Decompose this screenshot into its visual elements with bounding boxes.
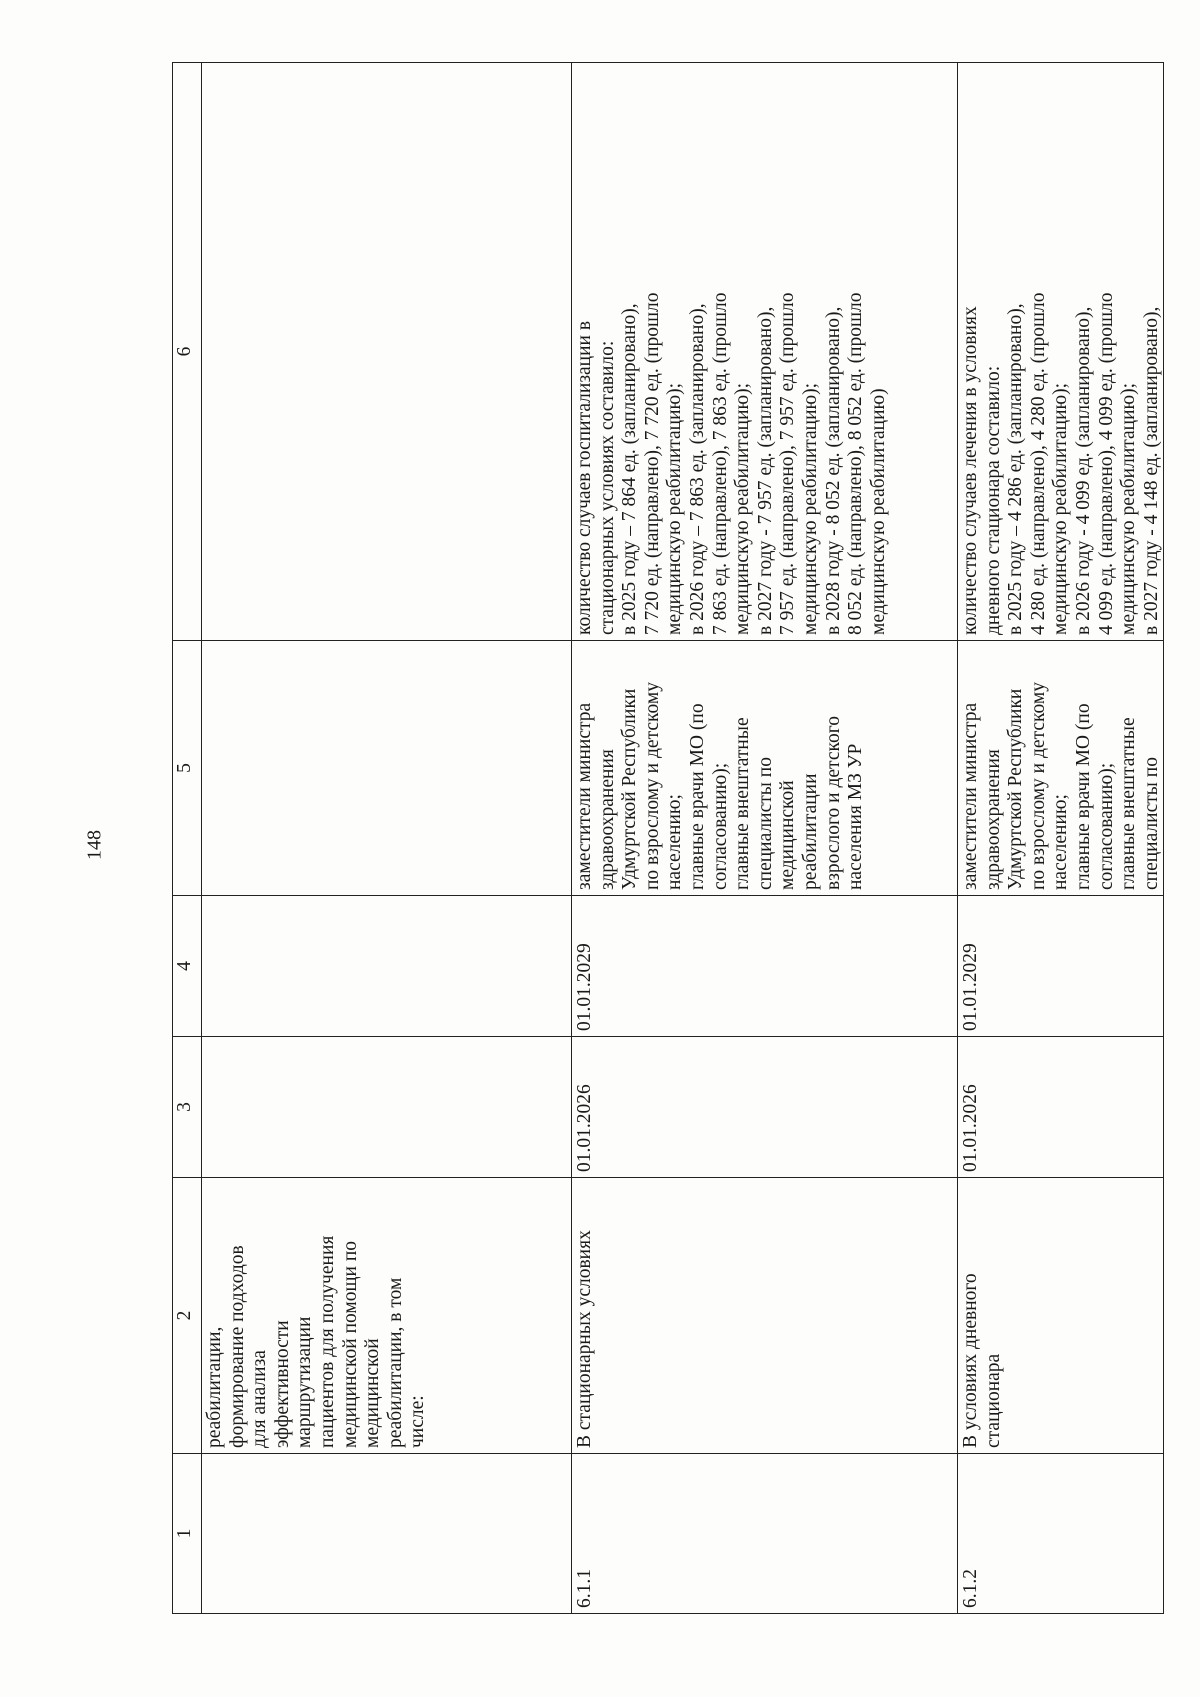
cell-text <box>960 646 1163 890</box>
cell-text-line: в 2025 году – 4 286 ед. (запланировано), <box>1005 303 1027 635</box>
table-cell-col-4: 01.01.2029 <box>572 896 958 1037</box>
cell-text-line: 7 720 ед. (направлено), 7 720 ед. (прошло <box>641 292 663 635</box>
column-header-3: 3 <box>173 1037 202 1178</box>
table-cell-col-5 <box>202 641 572 896</box>
cell-text-line: по взрослому и детскому <box>1027 682 1049 890</box>
cell-text-line: для анализа <box>249 1350 271 1448</box>
cell-text <box>574 1183 597 1448</box>
plan-table <box>172 62 1164 1614</box>
cell-text-line: эффективности <box>271 1320 293 1448</box>
cell-text-line: медицинскую реабилитацию); <box>664 382 686 635</box>
cell-text <box>960 1183 1005 1448</box>
cell-text-line: медицинскую реабилитацию) <box>867 388 889 635</box>
cell-text-line: медицинскую реабилитацию); <box>732 382 754 635</box>
cell-text-line: В стационарных условиях <box>574 1230 595 1448</box>
cell-text-line: медицинскую реабилитацию); <box>800 382 822 635</box>
cell-text-line: здравоохранения <box>982 749 1004 890</box>
cell-text-line: медицинскую реабилитацию); <box>1118 382 1140 635</box>
column-header-1: 1 <box>173 1454 202 1614</box>
column-header-4: 4 <box>173 896 202 1037</box>
table-cell-col-1: 6.1.1 <box>572 1454 958 1614</box>
table-cell-col-6 <box>958 63 1164 641</box>
cell-text-line: главные врачи МО (по <box>687 703 709 890</box>
cell-text-line: в 2025 году – 7 864 ед. (запланировано), <box>619 303 641 635</box>
cell-text-line: количество случаев госпитализации в <box>574 320 595 635</box>
table-cell-col-1: 6.1.2 <box>958 1454 1164 1614</box>
cell-text-line: медицинскую реабилитацию); <box>1050 382 1072 635</box>
cell-text-line: заместители министра <box>960 702 981 890</box>
cell-text-line: 8 052 ед. (направлено), 8 052 ед. (прошло <box>845 292 867 635</box>
table-cell-col-3: 01.01.2026 <box>958 1037 1164 1178</box>
cell-text-line: населению; <box>1050 794 1072 890</box>
table-row <box>202 63 572 1614</box>
table-cell-col-4: 01.01.2029 <box>958 896 1164 1037</box>
table-row <box>958 63 1164 1614</box>
cell-text-line: главные врачи МО (по <box>1073 703 1095 890</box>
cell-text-line: населения МЗ УР <box>845 743 867 890</box>
cell-text-line: в 2027 году - 7 957 ед. (запланировано), <box>754 306 776 635</box>
cell-text-line: 7 863 ед. (направлено), 7 863 ед. (прошло <box>709 292 731 635</box>
column-header-6: 6 <box>173 63 202 641</box>
cell-text-line: Удмуртской Республики <box>619 688 641 890</box>
rotated-table-frame <box>172 63 1162 1614</box>
table-cell-col-3 <box>202 1037 572 1178</box>
cell-text-line: стационарных условиях составило: <box>596 340 618 635</box>
cell-text <box>574 646 868 890</box>
table-cell-col-4 <box>202 896 572 1037</box>
cell-text <box>574 68 891 635</box>
cell-text-line: медицинской <box>362 1338 384 1448</box>
cell-text-line: пациентов для получения <box>317 1235 339 1448</box>
cell-text-line: в 2026 году - 4 099 ед. (запланировано), <box>1073 306 1095 635</box>
cell-text <box>204 1183 430 1448</box>
cell-text-line: 4 099 ед. (направлено), 4 099 ед. (прошло <box>1095 292 1117 635</box>
cell-text-line: медицинской помощи по <box>339 1240 361 1448</box>
cell-text-line: реабилитации <box>800 773 822 890</box>
table-cell-col-5 <box>958 641 1164 896</box>
cell-text-line: В условиях дневного <box>960 1273 981 1448</box>
cell-text-line: в 2027 году - 4 148 ед. (запланировано), <box>1140 306 1162 635</box>
cell-text-line: маршрутизации <box>294 1316 316 1448</box>
cell-text-line: реабилитации, в том <box>384 1277 406 1448</box>
cell-text-line: реабилитации, <box>204 1326 225 1448</box>
cell-text-line: населению; <box>664 794 686 890</box>
cell-text-line: главные внештатные <box>1118 717 1140 890</box>
cell-text-line: по взрослому и детскому <box>641 682 663 890</box>
cell-text-line: специалисты по <box>754 757 776 890</box>
table-cell-col-2 <box>958 1178 1164 1454</box>
cell-text-line: 7 957 ед. (направлено), 7 957 ед. (прошло <box>777 292 799 635</box>
cell-text-line: количество случаев лечения в условиях <box>960 306 981 635</box>
column-header-2: 2 <box>173 1178 202 1454</box>
table-cell-col-3: 01.01.2026 <box>572 1037 958 1178</box>
header-row <box>173 63 202 1614</box>
cell-text-line: медицинской <box>777 780 799 890</box>
rotated-sheet <box>172 63 1162 1614</box>
cell-text-line: числе: <box>407 1395 429 1448</box>
table-cell-col-6 <box>202 63 572 641</box>
table-cell-col-1 <box>202 1454 572 1614</box>
cell-text-line: в 2026 году – 7 863 ед. (запланировано), <box>687 303 709 635</box>
cell-text-line: 4 280 ед. (направлено), 4 280 ед. (прошло <box>1027 292 1049 635</box>
cell-text-line: взрослого и детского <box>822 716 844 890</box>
table-cell-col-6 <box>572 63 958 641</box>
cell-text-line: здравоохранения <box>596 749 618 890</box>
table-cell-col-2 <box>572 1178 958 1454</box>
table-cell-col-5 <box>572 641 958 896</box>
cell-text-line: согласованию); <box>1095 762 1117 890</box>
cell-text-line: специалисты по <box>1140 757 1162 890</box>
cell-text-line: в 2028 году - 8 052 ед. (запланировано), <box>822 306 844 635</box>
cell-text-line: дневного стационара составило: <box>982 365 1004 635</box>
page-number: 148 <box>83 830 106 860</box>
table-row <box>572 63 958 1614</box>
column-header-5: 5 <box>173 641 202 896</box>
cell-text-line: согласованию); <box>709 762 731 890</box>
table-cell-col-2 <box>202 1178 572 1454</box>
cell-text-line: стационара <box>982 1353 1004 1448</box>
cell-text-line: формирование подходов <box>226 1245 248 1448</box>
cell-text <box>960 68 1163 635</box>
cell-text-line: заместители министра <box>574 702 595 890</box>
cell-text-line: Удмуртской Республики <box>1005 688 1027 890</box>
cell-text-line: главные внештатные <box>732 717 754 890</box>
